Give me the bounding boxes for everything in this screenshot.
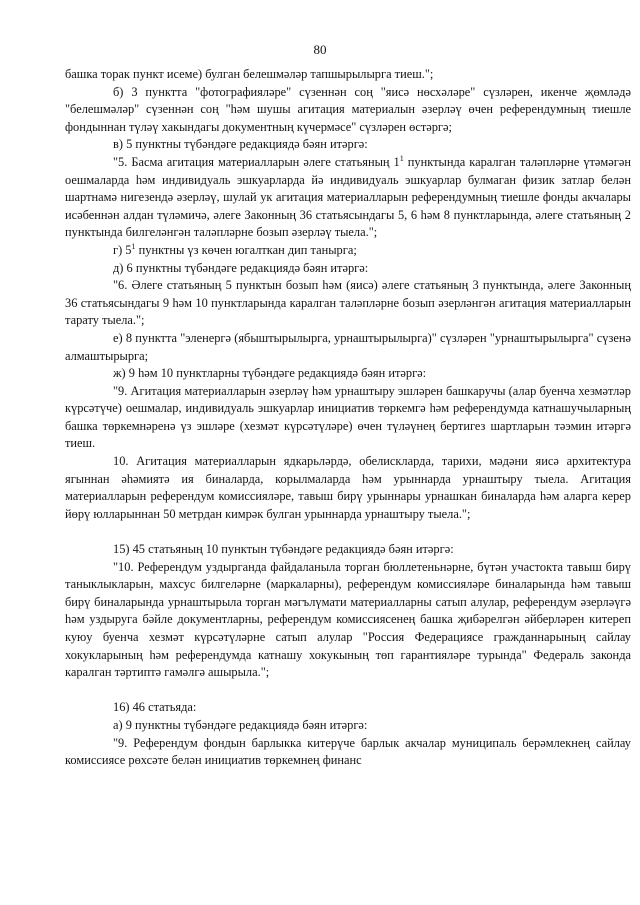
paragraph: "9. Агитация материалларын әзерләү һәм урнаштыру эшләрен башкаручы (алар буенча хезмәтләр күрсәтүче) оешмалар, индивидуаль эшкуарлар инициатив төркемгә һәм референдумда катнашучыларның башка төркемнәренә үз эшләре (хезмәт күрсәтүләре) өчен түләүнең бертигез шартларын тәэмин итәргә тиеш.: [65, 383, 631, 451]
paragraph: в) 5 пунктны түбәндәге редакциядә бәян итәргә:: [113, 137, 368, 152]
paragraph-text: пунктында каралган таләпләрне үтәмәгән оешмаларда һәм индивидуаль эшкуарларда йә индивидуаль эшкуарлар булмаган физик затлар белән шартнамә нигезендә әзерләү, шулай ук агитация материалларын референдумның тиешле фонды акчалары исәбеннән алдан түләмичә, әлеге Законның 36 статьясындагы 5, 6 һәм 8 пунктларында, әлеге статьяның 2 пунктында билгеләнгән таләпләрне бозып әзерләү тыела.";: [65, 154, 631, 240]
paragraph-text: г) 5: [113, 242, 132, 257]
paragraph: "9. Референдум фондын барлыкка китерүче барлык акчалар муниципаль берәмлекнең сайлау комиссиясе рөхсәте белән инициатив төркемнең финанс: [65, 735, 631, 768]
paragraph: [65, 242, 631, 260]
paragraph: "10. Референдум уздырганда файдаланыла торган бюллетеньнәрне, бүтән участокта тавыш бирү таныклыкларын, махсус билгеләрне (маркаларны), референдум комиссияләре биналарында һәм тавыш бирү биналарында урнаштырыла торган мәгълүмати материалларны сатып алулар, референдум әзерләүгә һәм уздыруга бәйле документларны, референдум комиссиясенең башка җибәрелгән әйберләрен китереп куюу буенча хезмәт күрсәтүләрне сатып алулар "Россия Федерациясе гражданнарының сайлау хокукларының һәм референдумда катнашу хокукының төп гарантияләре турында" Федераль законда каралган тәртиптә гамәлгә ашырыла.";: [65, 559, 631, 680]
paragraph: е) 8 пунктта "эленергә (ябыштырылырга, урнаштырылырга)" сүзләрен "урнаштырылырга" сүзенә алмаштырырга;: [65, 330, 631, 363]
paragraph: 15) 45 статьяның 10 пунктын түбәндәге редакциядә бәян итәргә:: [113, 542, 454, 557]
paragraph: "6. Әлеге статьяның 5 пунктын бозып һәм (яисә) әлеге статьяның 3 пунктында, әлеге Законның 36 статьясындагы 9 һәм 10 пунктларында каралган таләпләрне бозып әзерләнгән агитация материалларын тарату тыела.";: [65, 278, 631, 328]
superscript: 1: [131, 241, 136, 251]
paragraph: б) 3 пунктта "фотографияләре" сүзеннән соң "яисә нөсхәләре" сүзләрен, икенче җөмләдә "белешмәләр" сүзеннән соң "һәм шушы агитация материалын әзерләү өчен референдумның тиешле фондыннан түләү хакындагы документның күчермәсе" сүзләрен өстәргә;: [65, 84, 631, 134]
paragraph: 10. Агитация материалларын ядкарьләрдә, обелискларда, тарихи, мәдәни яисә архитектура ягыннан әһәмиятә ия биналарда, корылмаларда һәм урыннарда урнаштыру тыела. Агитация материалларын референдум комиссияләре, тавыш бирү урыннары урнашкан биналарда һәм аларга керер йөрү юлларыннан 50 метрдан кимрәк булган урыннарда урнаштыру тыела.";: [65, 454, 631, 521]
document-body: [65, 66, 631, 770]
superscript: 1: [399, 153, 404, 163]
paragraph: 16) 46 статьяда:: [113, 700, 197, 715]
paragraph-gap: [65, 682, 631, 700]
paragraph: а) 9 пунктны түбәндәге редакциядә бәян итәргә:: [113, 717, 368, 732]
paragraph: [65, 154, 631, 242]
paragraph-text: пунктны үз көчен югалткан дип танырга;: [135, 242, 357, 257]
paragraph: башка торак пункт исеме) булган белешмәләр тапшырылырга тиеш.";: [65, 67, 434, 81]
paragraph: ж) 9 һәм 10 пунктларны түбәндәге редакциядә бәян итәргә:: [113, 366, 427, 381]
paragraph-gap: [65, 523, 631, 541]
paragraph: д) 6 пунктны түбәндәге редакциядә бәян итәргә:: [113, 260, 369, 275]
page-number: 80: [313, 42, 327, 57]
paragraph-text: "5. Басма агитация материалларын әлеге статьяның 1: [113, 154, 400, 169]
